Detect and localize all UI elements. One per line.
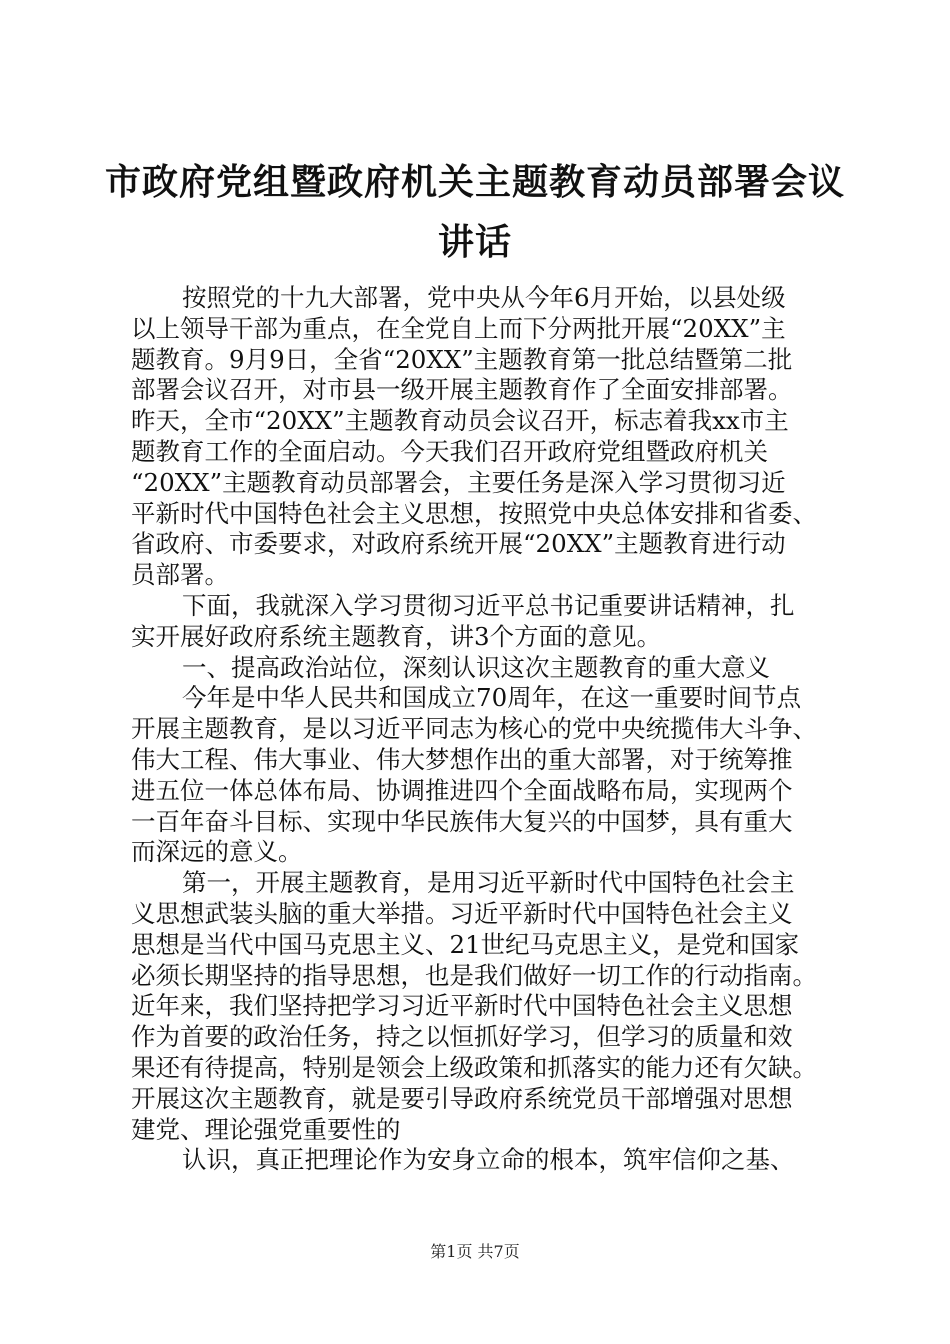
- body-line: 开展主题教育，是以习近平同志为核心的党中央统揽伟大斗争、: [131, 714, 817, 744]
- body-line: 思想是当代中国马克思主义、21世纪马克思主义，是党和国家: [131, 929, 800, 959]
- body-line: 义思想武装头脑的重大举措。习近平新时代中国特色社会主义: [131, 898, 793, 928]
- body-line: 下面，我就深入学习贯彻习近平总书记重要讲话精神，扎: [182, 590, 795, 620]
- body-line: 作为首要的政治任务，持之以恒抓好学习，但学习的质量和效: [131, 1022, 793, 1052]
- body-line: 果还有待提高，特别是领会上级政策和抓落实的能力还有欠缺。: [131, 1052, 817, 1082]
- body-line: 近年来，我们坚持把学习习近平新时代中国特色社会主义思想: [131, 991, 793, 1021]
- body-line: 员部署。: [131, 560, 229, 590]
- body-line: 按照党的十九大部署，党中央从今年6月开始，以县处级: [182, 283, 786, 312]
- body-line: 题教育。9月9日，全省“20XX”主题教育第一批总结暨第二批: [131, 344, 793, 374]
- body-line: 认识，真正把理论作为安身立命的根本，筑牢信仰之基、: [182, 1145, 795, 1175]
- body-line: 一、提高政治站位，深刻认识这次主题教育的重大意义: [182, 652, 770, 682]
- body-line: 今年是中华人民共和国成立70周年，在这一重要时间节点: [182, 683, 802, 713]
- body-line: 平新时代中国特色社会主义思想，按照党中央总体安排和省委、: [131, 498, 817, 528]
- body-line: 第一，开展主题教育，是用习近平新时代中国特色社会主: [182, 868, 795, 898]
- document-body: [131, 283, 831, 1176]
- body-line: 部署会议召开，对市县一级开展主题教育作了全面安排部署。: [131, 375, 793, 405]
- page-footer: 第1页 共7页: [430, 1242, 520, 1261]
- body-line: 伟大工程、伟大事业、伟大梦想作出的重大部署，对于统筹推: [131, 744, 793, 774]
- body-line: 一百年奋斗目标、实现中华民族伟大复兴的中国梦，具有重大: [131, 806, 793, 836]
- body-line: 实开展好政府系统主题教育，讲3个方面的意见。: [131, 621, 662, 651]
- body-line: 省政府、市委要求，对政府系统开展“20XX”主题教育进行动: [131, 529, 786, 559]
- body-line: 而深远的意义。: [131, 837, 303, 867]
- document-title-line-1: 市政府党组暨政府机关主题教育动员部署会议: [104, 161, 845, 203]
- body-line: 题教育工作的全面启动。今天我们召开政府党组暨政府机关: [131, 436, 768, 466]
- body-line: 昨天，全市“20XX”主题教育动员会议召开，标志着我xx市主: [131, 406, 789, 436]
- body-line: 开展这次主题教育，就是要引导政府系统党员干部增强对思想: [131, 1083, 793, 1113]
- body-line: 以上领导干部为重点，在全党自上而下分两批开展“20XX”主: [131, 313, 786, 343]
- body-line: 进五位一体总体布局、协调推进四个全面战略布局，实现两个: [131, 775, 793, 805]
- body-line: 建党、理论强党重要性的: [131, 1114, 401, 1144]
- document-title-line-2: 讲话: [437, 221, 512, 263]
- body-line: 必须长期坚持的指导思想，也是我们做好一切工作的行动指南。: [131, 960, 817, 990]
- body-line: “20XX”主题教育动员部署会，主要任务是深入学习贯彻习近: [131, 467, 786, 497]
